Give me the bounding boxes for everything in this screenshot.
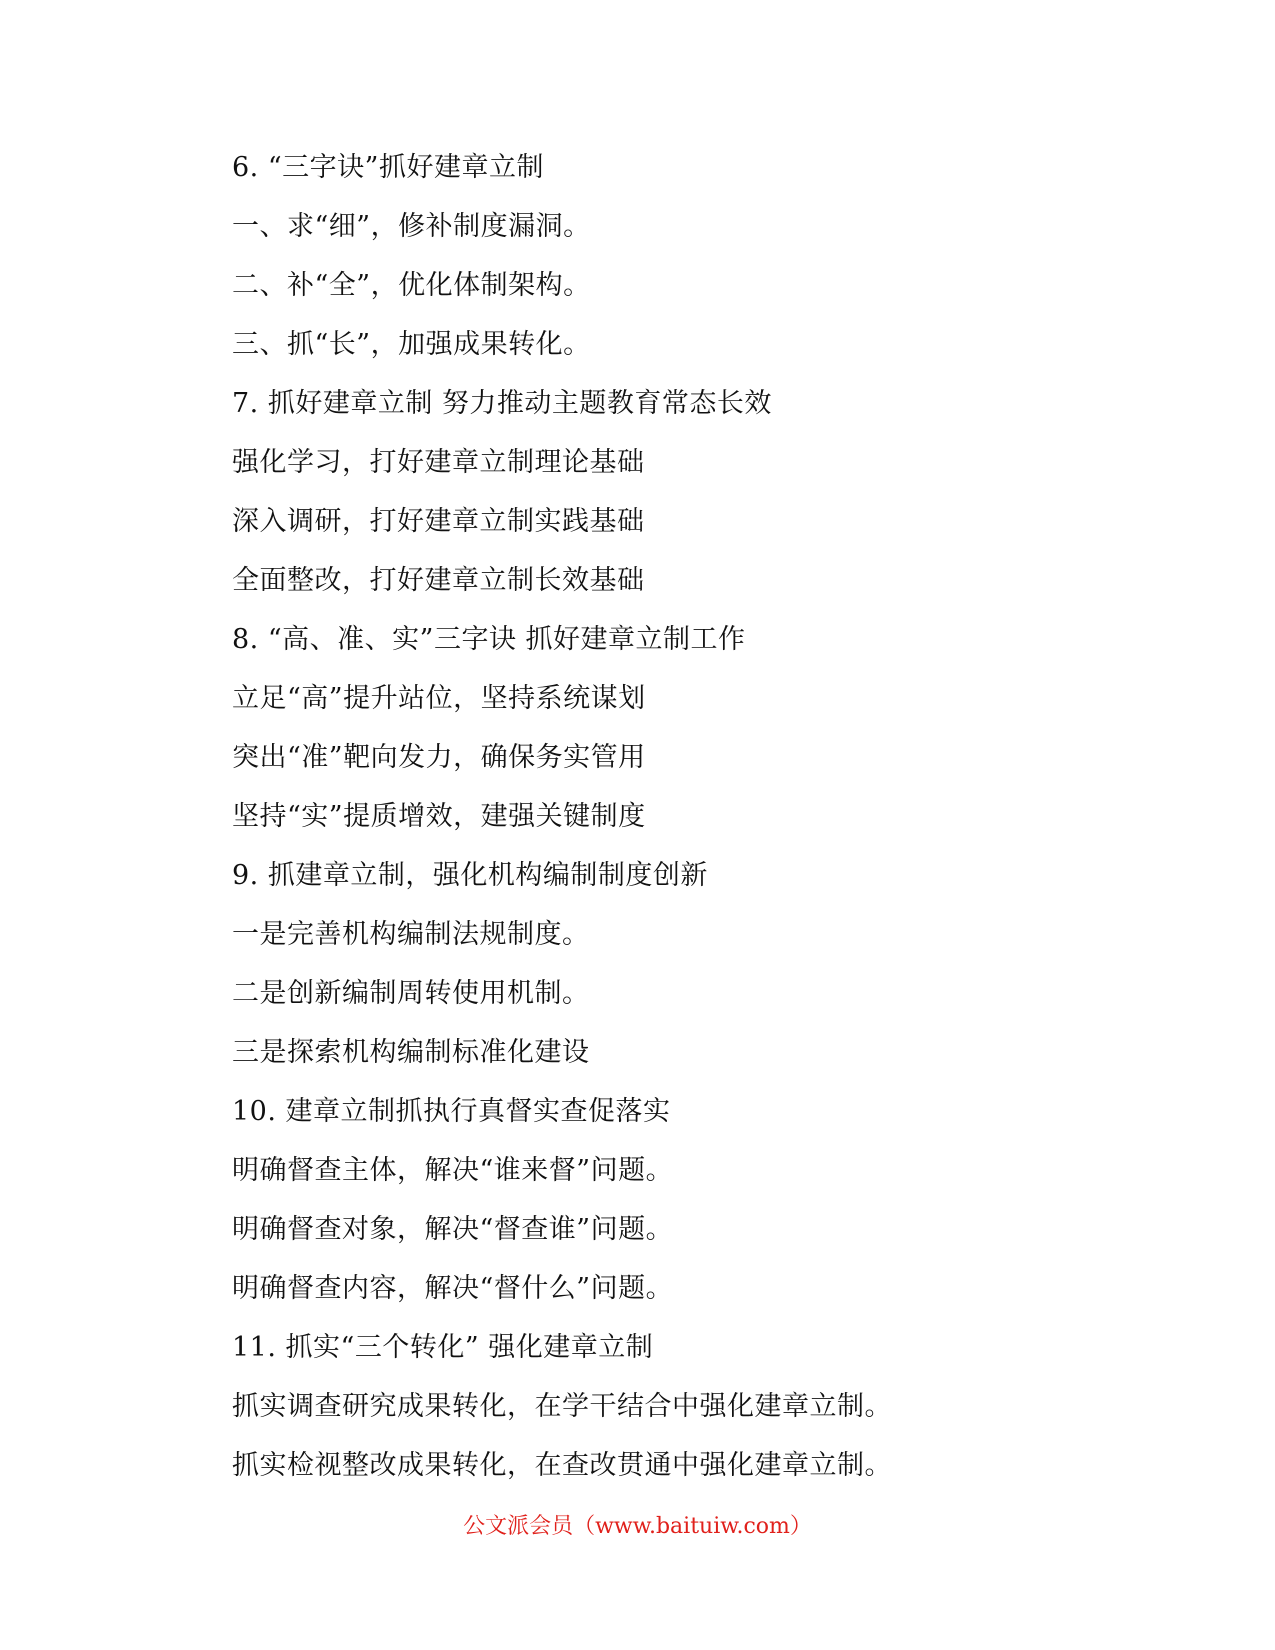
paragraph: 明确督查主体，解决“谁来督”问题。 (232, 1155, 674, 1186)
heading-7: 7. 抓好建章立制 努力推动主题教育常态长效 (232, 388, 772, 419)
paragraph: 抓实调查研究成果转化，在学干结合中强化建章立制。 (232, 1391, 892, 1422)
footer-watermark-link[interactable]: 公文派会员（www.baituiw.com） (463, 1514, 812, 1539)
paragraph: 强化学习，打好建章立制理论基础 (232, 447, 645, 478)
heading-6: 6. “三字诀”抓好建章立制 (232, 152, 544, 183)
heading-11: 11. 抓实“三个转化” 强化建章立制 (232, 1332, 654, 1363)
heading-9: 9. 抓建章立制，强化机构编制制度创新 (232, 860, 708, 891)
paragraph: 明确督查内容，解决“督什么”问题。 (232, 1273, 674, 1304)
paragraph: 一是完善机构编制法规制度。 (232, 919, 590, 950)
paragraph: 三是探索机构编制标准化建设 (232, 1037, 590, 1068)
paragraph: 突出“准”靶向发力，确保务实管用 (232, 742, 646, 773)
heading-8: 8. “高、准、实”三字诀 抓好建章立制工作 (232, 624, 746, 655)
heading-10: 10. 建章立制抓执行真督实查促落实 (232, 1096, 671, 1127)
paragraph: 二、补“全”，优化体制架构。 (232, 270, 591, 301)
paragraph: 一、求“细”，修补制度漏洞。 (232, 211, 591, 242)
paragraph: 抓实检视整改成果转化，在查改贯通中强化建章立制。 (232, 1450, 892, 1481)
paragraph: 深入调研，打好建章立制实践基础 (232, 506, 645, 537)
paragraph: 明确督查对象，解决“督查谁”问题。 (232, 1214, 674, 1245)
paragraph: 三、抓“长”，加强成果转化。 (232, 329, 591, 360)
paragraph: 立足“高”提升站位，坚持系统谋划 (232, 683, 646, 714)
paragraph: 二是创新编制周转使用机制。 (232, 978, 590, 1009)
paragraph: 全面整改，打好建章立制长效基础 (232, 565, 645, 596)
paragraph: 坚持“实”提质增效，建强关键制度 (232, 801, 646, 832)
document-body (232, 138, 1212, 1495)
